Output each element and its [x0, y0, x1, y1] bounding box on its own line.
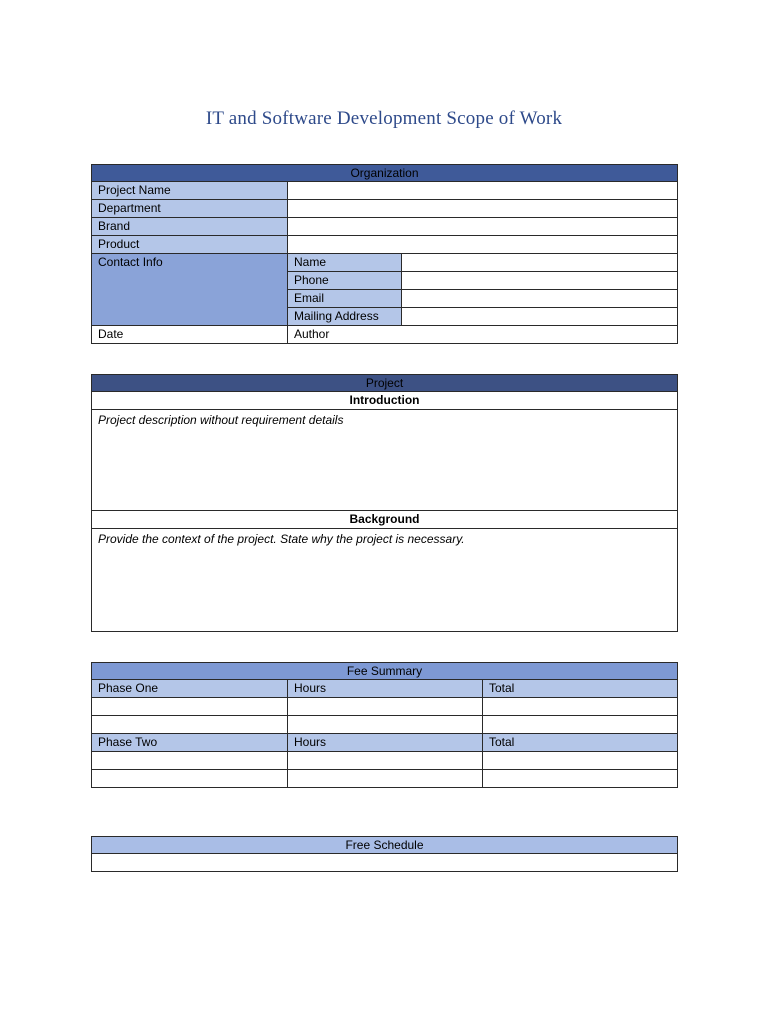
- phase-two-hours-cell[interactable]: [288, 770, 483, 788]
- date-label: Date: [92, 326, 288, 344]
- fee-summary-header: Fee Summary: [92, 663, 678, 680]
- organization-table: [91, 164, 678, 344]
- product-label: Product: [92, 236, 288, 254]
- project-name-label: Project Name: [92, 182, 288, 200]
- department-field[interactable]: [288, 200, 678, 218]
- introduction-text[interactable]: Project description without requirement details: [92, 410, 678, 511]
- phase-one-cell[interactable]: [92, 698, 288, 716]
- fee-summary-table: [91, 662, 678, 788]
- department-label: Department: [92, 200, 288, 218]
- phase-two-cell[interactable]: [92, 770, 288, 788]
- free-schedule-header: Free Schedule: [92, 837, 678, 854]
- organization-header: Organization: [92, 165, 678, 182]
- phase-two-label: Phase Two: [92, 734, 288, 752]
- background-label: Background: [92, 511, 678, 529]
- contact-info-label: Contact Info: [92, 254, 288, 326]
- phase-two-total-label: Total: [483, 734, 678, 752]
- phase-one-total-label: Total: [483, 680, 678, 698]
- phase-two-total-cell[interactable]: [483, 752, 678, 770]
- background-text[interactable]: Provide the context of the project. State why the project is necessary.: [92, 529, 678, 632]
- phase-one-label: Phase One: [92, 680, 288, 698]
- contact-email-field[interactable]: [402, 290, 678, 308]
- document-title: IT and Software Development Scope of Work: [205, 108, 563, 129]
- contact-mailing-address-field[interactable]: [402, 308, 678, 326]
- contact-name-field[interactable]: [402, 254, 678, 272]
- phase-one-cell[interactable]: [92, 716, 288, 734]
- contact-phone-field[interactable]: [402, 272, 678, 290]
- phase-two-total-cell[interactable]: [483, 770, 678, 788]
- product-field[interactable]: [288, 236, 678, 254]
- phase-one-total-cell[interactable]: [483, 716, 678, 734]
- brand-label: Brand: [92, 218, 288, 236]
- phase-one-hours-label: Hours: [288, 680, 483, 698]
- author-label: Author: [288, 326, 678, 344]
- contact-name-label: Name: [288, 254, 402, 272]
- project-header: Project: [92, 375, 678, 392]
- phase-two-hours-cell[interactable]: [288, 752, 483, 770]
- contact-mailing-address-label: Mailing Address: [288, 308, 402, 326]
- phase-two-hours-label: Hours: [288, 734, 483, 752]
- phase-one-hours-cell[interactable]: [288, 716, 483, 734]
- project-table: [91, 374, 678, 632]
- free-schedule-field[interactable]: [92, 854, 678, 872]
- free-schedule-table: [91, 836, 678, 872]
- phase-two-cell[interactable]: [92, 752, 288, 770]
- phase-one-total-cell[interactable]: [483, 698, 678, 716]
- phase-one-hours-cell[interactable]: [288, 698, 483, 716]
- contact-email-label: Email: [288, 290, 402, 308]
- project-name-field[interactable]: [288, 182, 678, 200]
- brand-field[interactable]: [288, 218, 678, 236]
- contact-phone-label: Phone: [288, 272, 402, 290]
- introduction-label: Introduction: [92, 392, 678, 410]
